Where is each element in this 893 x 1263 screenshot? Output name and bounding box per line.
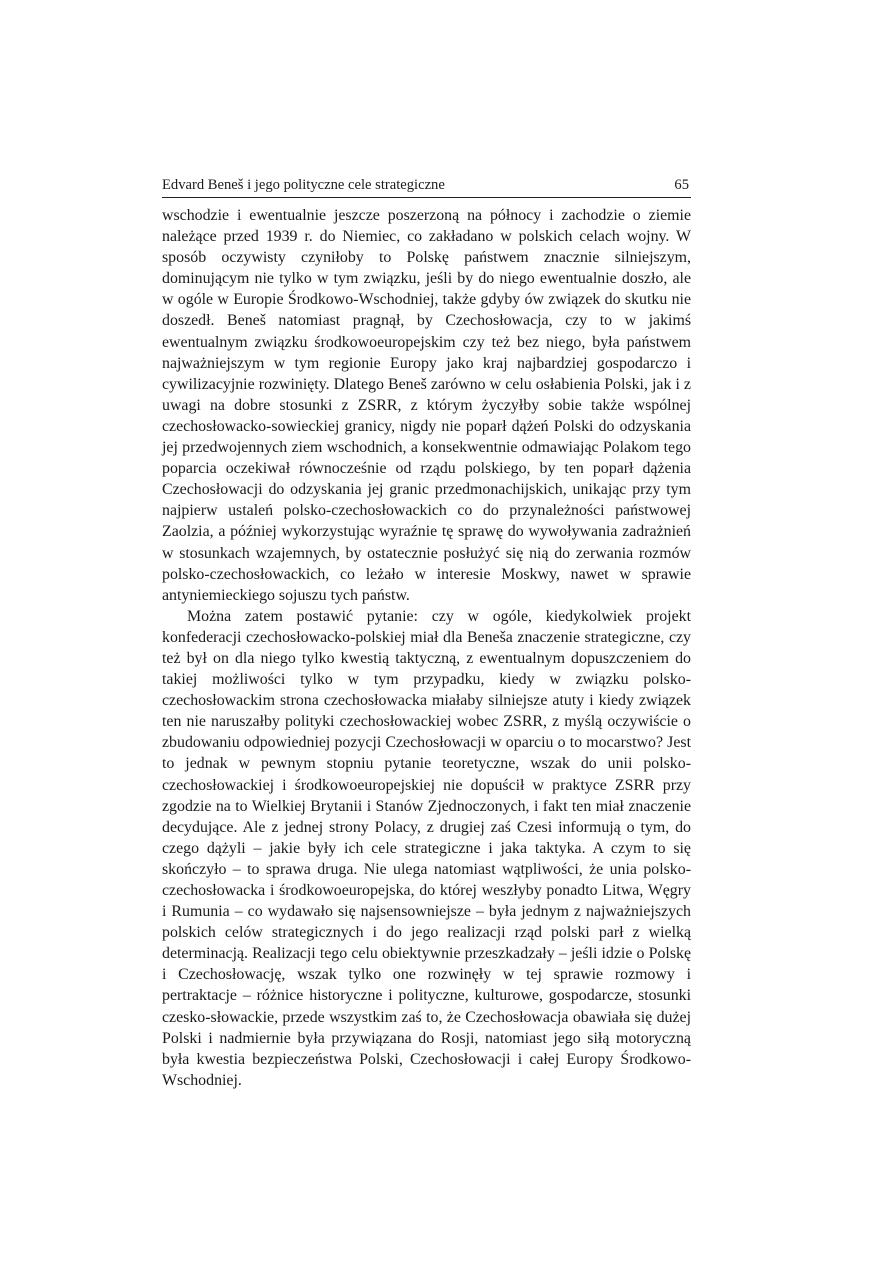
paragraph-question: Można zatem postawić pytanie: czy w ogóle, kiedykolwiek projekt konfederacji czechosłowacko-polskiej miał dla Beneša znaczenie strategiczne, czy też był on dla niego tylko kwestią taktyczną, z ewentualnym dopuszczeniem do takiej możliwości tylko w tym przypadku, kiedy w związku polsko-czechosłowackim strona czechosłowacka miałaby silniejsze atuty i kiedy związek ten nie naruszałby polityki czechosłowackiej wobec ZSRR, z myślą oczywiście o zbudowaniu odpowiedniej pozycji Czechosłowacji w oparciu o to mocarstwo? Jest to jednak w pewnym stopniu pytanie teoretyczne, wszak do unii polsko-czechosłowackiej i środkowoeuropejskiej nie dopuścił w praktyce ZSRR przy zgodzie na to Wielkiej Brytanii i Stanów Zjednoczonych, i fakt ten miał znaczenie decydujące. Ale z jednej strony Polacy, z drugiej zaś Czesi informują o tym, do czego dążyli – jakie były ich cele strategiczne i jaka taktyka. A czym to się skończyło – to sprawa druga. Nie ulega natomiast wątpliwości, że unia polsko-czechosłowacka i środkowoeuropejska, do której weszłyby ponadto Litwa, Węgry i Rumunia – co wydawało się najsensowniejsze – była jednym z najważniejszych polskich celów strategicznych i do jego realizacji rząd polski parł z wielką determinacją. Realizacji tego celu obiektywnie przeszkadzały – jeśli idzie o Polskę i Czechosłowację, wszak tylko one rozwinęły w tej sprawie rozmowy i pertraktacje – różnice historyczne i polityczne, kulturowe, gospodarcze, stosunki czesko-słowackie, przede wszystkim zaś to, że Czechosłowacja obawiała się dużej Polski i nadmiernie była przywiązana do Rosji, natomiast jego siłą motoryczną była kwestia bezpieczeństwa Polski, Czechosłowacji i całej Europy Środkowo-Wschodniej. [162,607,691,1089]
page-number: 65 [674,177,689,193]
book-page [162,176,691,1091]
paragraph-continuation: wschodzie i ewentualnie jeszcze poszerzoną na północy i zachodzie o ziemie należące przed 1939 r. do Niemiec, co zakładano w polskich celach wojny. W sposób oczywisty czyniłoby to Polskę państwem znacznie silniejszym, dominującym nie tylko w tym związku, jeśli by do niego ewentualnie doszło, ale w ogóle w Europie Środkowo-Wschodniej, także gdyby ów związek do skutku nie doszedł. Beneš natomiast pragnął, by Czechosłowacja, czy to w jakimś ewentualnym związku środkowoeuropejskim czy też bez niego, była państwem najważniejszym w tym regionie Europy jako kraj najbardziej gospodarczo i cywilizacyjnie rozwinięty. Dlatego Beneš zarówno w celu osłabienia Polski, jak i z uwagi na dobre stosunki z ZSRR, z którym życzyłby sobie także wspólnej czechosłowacko-sowieckiej granicy, nigdy nie poparł dążeń Polski do odzyskania jej przedwojennych ziem wschodnich, a konsekwentnie odmawiając Polakom tego poparcia oczekiwał równocześnie od rządu polskiego, by ten poparł dążenia Czechosłowacji do odzyskania jej granic przedmonachijskich, unikając przy tym najpierw ustaleń polsko-czechosłowackich co do przynależności państwowej Zaolzia, a później wykorzystując wyraźnie tę sprawę do wywoływania zadrażnień w stosunkach wzajemnych, by ostatecznie posłużyć się nią do zerwania rozmów polsko-czechosłowackich, co leżało w interesie Moskwy, nawet w sprawie antyniemieckiego sojuszu tych państw. [162,207,691,604]
running-head [162,176,691,198]
body-text [162,205,691,1091]
running-head-title: Edvard Beneš i jego polityczne cele strategiczne [162,177,445,193]
